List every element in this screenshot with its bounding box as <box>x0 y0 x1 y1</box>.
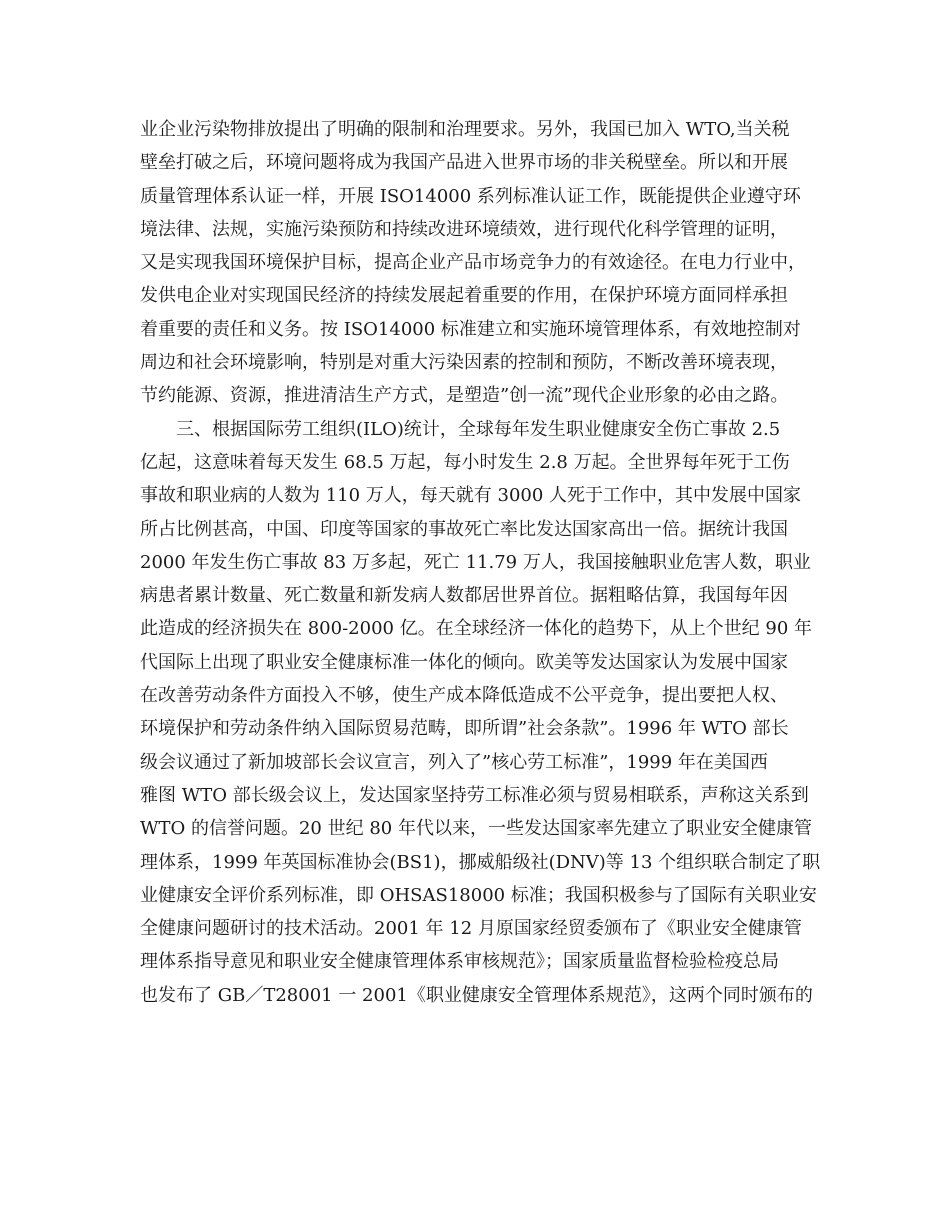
text-line: 也发布了 GB／T28001 一 2001《职业健康安全管理体系规范》，这两个同时颁布的 <box>140 984 813 1006</box>
text-line: 理体系，1999 年英国标准协会(BS1)，挪威船级社(DNV)等 13 个组织联合制定了职 <box>140 851 821 873</box>
text-line: 2000 年发生伤亡事故 83 万多起，死亡 11.79 万人，我国接触职业危害人数，职业 <box>140 551 811 573</box>
text-line: 着重要的责任和义务。按 ISO14000 标准建立和实施环境管理体系，有效地控制对 <box>140 318 801 340</box>
text-line: 又是实现我国环境保护目标，提高企业产品市场竞争力的有效途径。在电力行业中， <box>140 252 806 274</box>
text-line: 环境保护和劳动条件纳入国际贸易范畴，即所谓”社会条款”。1996 年 WTO 部长 <box>140 718 789 740</box>
text-line: 节约能源、资源，推进清洁生产方式，是塑造”创一流”现代企业形象的必由之路。 <box>140 385 789 407</box>
text-line: 周边和社会环境影响，特别是对重大污染因素的控制和预防，不断改善环境表现， <box>140 352 788 374</box>
text-line: 在改善劳动条件方面投入不够，使生产成本降低造成不公平竞争，提出要把人权、 <box>140 685 788 707</box>
text-line: 业企业污染物排放提出了明确的限制和治理要求。另外，我国已加入 WTO,当关税 <box>140 119 790 140</box>
text-line: 病患者累计数量、死亡数量和新发病人数都居世界首位。据粗略估算，我国每年因 <box>140 585 788 607</box>
text-line: 级会议通过了新加坡部长会议宣言，列入了”核心劳工标准”，1999 年在美国西 <box>140 751 768 773</box>
text-line: 境法律、法规，实施污染预防和持续改进环境绩效，进行现代化科学管理的证明， <box>140 218 788 240</box>
text-line: 壁垒打破之后，环境问题将成为我国产品进入世界市场的非关税壁垒。所以和开展 <box>140 152 788 174</box>
text-line-indented: 三、根据国际劳工组织(ILO)统计，全球每年发生职业健康安全伤亡事故 2.5 <box>176 418 781 440</box>
text-line: 全健康问题研讨的技术活动。2001 年 12 月原国家经贸委颁布了《职业安全健康管 <box>140 918 802 940</box>
text-line: 此造成的经济损失在 800-2000 亿。在全球经济一体化的趋势下，从上个世纪 90 年 <box>140 618 813 640</box>
body-text <box>140 113 830 1012</box>
text-line: 发供电企业对实现国民经济的持续发展起着重要的作用，在保护环境方面同样承担 <box>140 285 788 307</box>
text-line: WTO 的信誉问题。20 世纪 80 年代以来，一些发达国家率先建立了职业安全健康管 <box>140 818 812 840</box>
text-line: 理体系指导意见和职业安全健康管理体系审核规范》；国家质量监督检验检疫总局 <box>140 951 779 973</box>
text-line: 亿起，这意味着每天发生 68.5 万起，每小时发生 2.8 万起。全世界每年死于工伤 <box>140 451 790 473</box>
text-line: 所占比例甚高，中国、印度等国家的事故死亡率比发达国家高出一倍。据统计我国 <box>140 518 788 540</box>
text-line: 业健康安全评价系列标准，即 OHSAS18000 标准；我国积极参与了国际有关职业安 <box>140 884 817 906</box>
paragraph-environment <box>140 113 830 413</box>
paragraph-occupational-safety <box>140 413 830 1012</box>
text-line: 雅图 WTO 部长级会议上，发达国家坚持劳工标准必须与贸易相联系，声称这关系到 <box>140 784 809 806</box>
text-line: 质量管理体系认证一样，开展 ISO14000 系列标准认证工作，既能提供企业遵守环 <box>140 185 801 207</box>
text-line: 事故和职业病的人数为 110 万人，每天就有 3000 人死于工作中，其中发展中国家 <box>140 485 802 507</box>
text-line: 代国际上出现了职业安全健康标准一体化的倾向。欧美等发达国家认为发展中国家 <box>140 651 788 673</box>
